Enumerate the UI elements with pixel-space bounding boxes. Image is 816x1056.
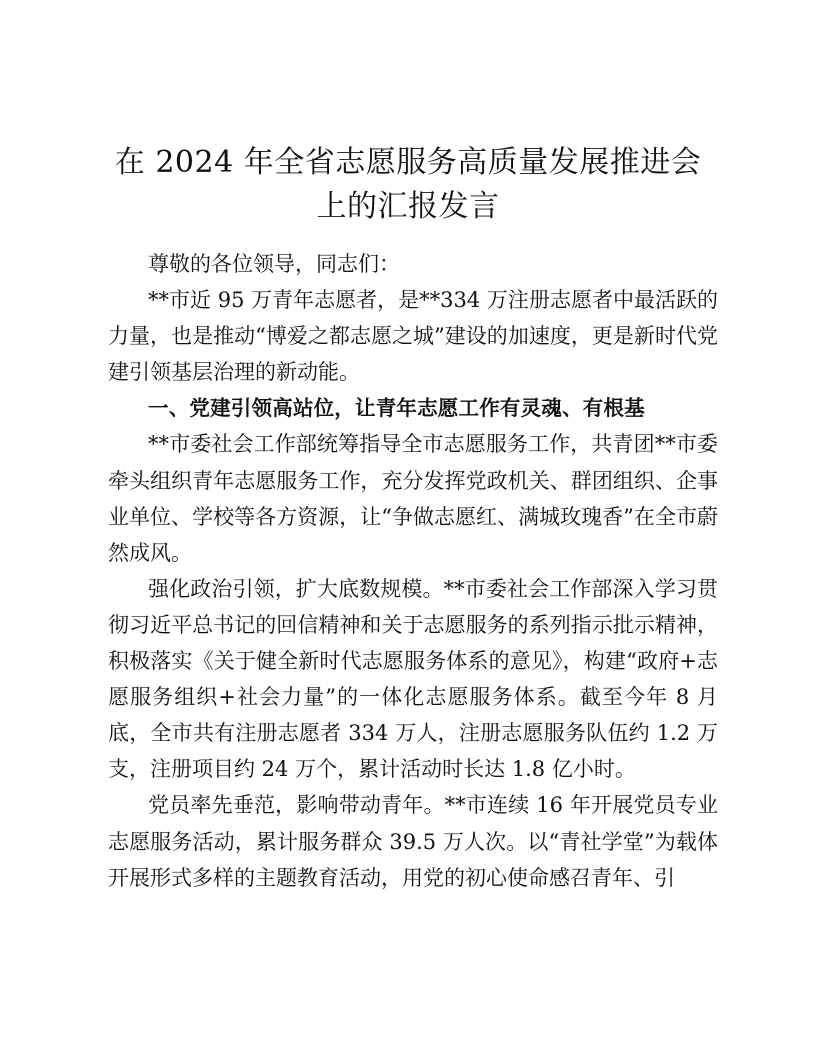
intro-paragraph: **市近 95 万青年志愿者，是**334 万注册志愿者中最活跃的力量，也是推动“博爱之都志愿之城”建设的加速度，更是新时代党建引领基层治理的新动能。: [108, 288, 718, 385]
body-paragraph: 强化政治引领，扩大底数规模。**市委社会工作部深入学习贯彻习近平总书记的回信精神和关于志愿服务的系列指示批示精神，积极落实《关于健全新时代志愿服务体系的意见》，构建“政府+志愿服务组织+社会力量”的一体化志愿服务体系。截至今年 8 月底，全市共有注册志愿者 334 万人，注册志愿服务队伍约 1.2 万支，注册项目约 24 万个，累计活动时长达 1.8 亿小时。: [108, 576, 718, 782]
section-heading: 一、党建引领高站位，让青年志愿工作有灵魂、有根基: [148, 396, 645, 421]
body-paragraph: 党员率先垂范，影响带动青年。**市连续 16 年开展党员专业志愿服务活动，累计服务群众 39.5 万人次。以“青社学堂”为载体开展形式多样的主题教育活动，用党的初心使命感召青年、引: [108, 793, 718, 890]
document-body: [108, 246, 718, 896]
document-title: 在 2024 年全省志愿服务高质量发展推进会上的汇报发言: [114, 145, 702, 224]
body-paragraph: **市委社会工作部统筹指导全市志愿服务工作，共青团**市委牵头组织青年志愿服务工作，充分发挥党政机关、群团组织、企事业单位、学校等各方资源，让“争做志愿红、满城玫瑰香”在全市蔚然成风。: [108, 432, 718, 565]
salutation: 尊敬的各位领导，同志们：: [148, 252, 400, 276]
